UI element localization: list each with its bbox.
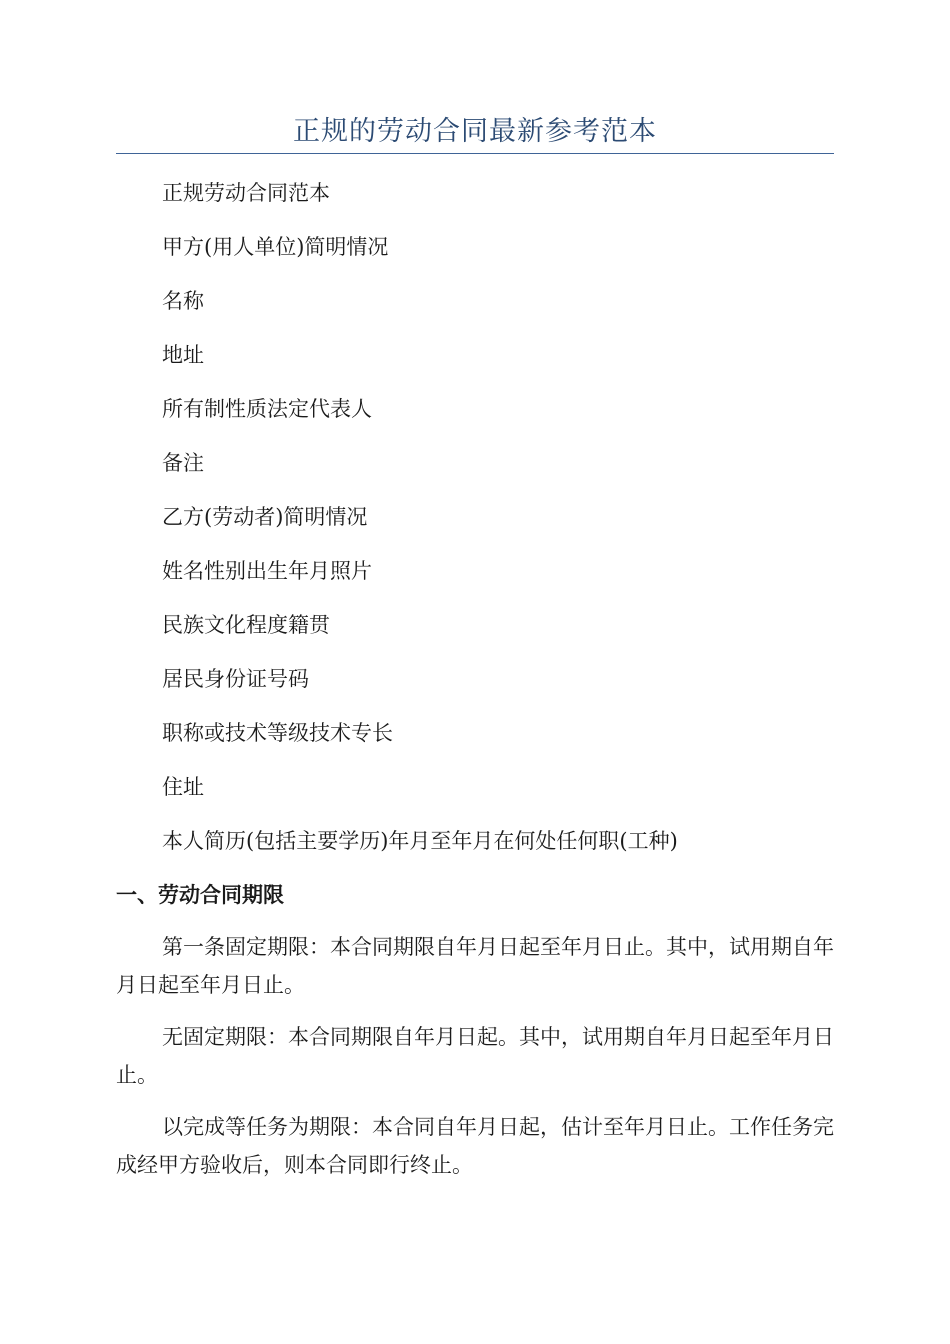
paragraph-contract-template: 正规劳动合同范本 [162,181,330,205]
section-heading-contract-term: 一、劳动合同期限 [116,883,284,907]
document-body [116,174,834,1198]
paragraph-task-term: 以完成等任务为期限：本合同自年月日起，估计至年月日止。工作任务完成经甲方验收后，则本合同即行终止。 [116,1115,834,1177]
paragraph-title-skills: 职称或技术等级技术专长 [162,721,393,745]
paragraph-open-term: 无固定期限：本合同期限自年月日起。其中，试用期自年月日起至年月日止。 [116,1025,834,1087]
paragraph-party-b-info: 乙方(劳动者)简明情况 [162,505,368,529]
document-title: 正规的劳动合同最新参考范本 [293,116,657,147]
paragraph-remarks: 备注 [162,451,204,475]
paragraph-resume: 本人简历(包括主要学历)年月至年月在何处任何职(工种) [162,829,678,853]
paragraph-fixed-term: 第一条固定期限：本合同期限自年月日起至年月日止。其中，试用期自年月日起至年月日止。 [116,935,834,997]
paragraph-ethnicity-education: 民族文化程度籍贯 [162,613,330,637]
paragraph-name: 名称 [162,289,204,313]
paragraph-personal-details: 姓名性别出生年月照片 [162,559,372,583]
paragraph-address: 地址 [162,343,204,367]
paragraph-ownership-representative: 所有制性质法定代表人 [162,397,372,421]
paragraph-id-number: 居民身份证号码 [162,667,309,691]
paragraph-residence: 住址 [162,775,204,799]
paragraph-party-a-info: 甲方(用人单位)简明情况 [162,235,389,259]
title-underline [116,153,834,154]
